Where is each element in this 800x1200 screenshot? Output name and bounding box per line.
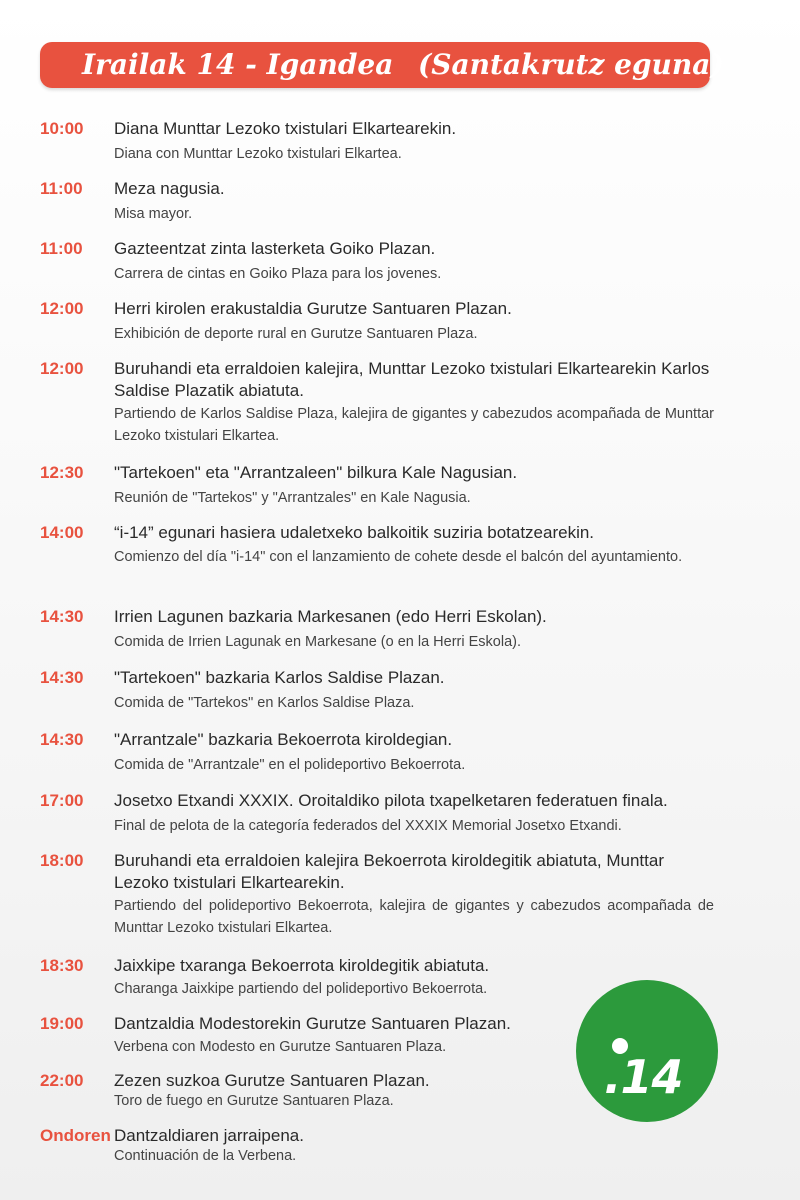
event-title-basque: "Tartekoen" bazkaria Karlos Saldise Plazan. <box>114 668 445 687</box>
event-title-spanish: Comida de "Tartekos" en Karlos Saldise Plaza. <box>114 695 415 711</box>
event-title-basque: Diana Munttar Lezoko txistulari Elkartearekin. <box>114 119 457 138</box>
event-title-spanish: Exhibición de deporte rural en Gurutze Santuaren Plaza. <box>114 326 478 342</box>
event-title-spanish: Carrera de cintas en Goiko Plaza para los jovenes. <box>114 266 442 282</box>
event-title-spanish: Misa mayor. <box>114 206 193 222</box>
event-title-basque: Jaixkipe txaranga Bekoerrota kiroldegitik abiatuta. <box>114 956 490 975</box>
event-title-spanish: Continuación de la Verbena. <box>114 1148 297 1164</box>
event-title-basque: Dantzaldia Modestorekin Gurutze Santuaren Plazan. <box>114 1014 511 1033</box>
event-title-basque: Dantzaldiaren jarraipena. <box>114 1126 304 1145</box>
event-time: 11:00 <box>40 239 83 258</box>
event-title-spanish: Comienzo del día "i-14" con el lanzamiento de cohete desde el balcón del ayuntamiento. <box>114 549 683 565</box>
event-title-basque: Buruhandi eta erraldoien kalejira, Munttar Lezoko txistulari Elkartearekin Karlos Saldise Plazatik abiatuta. <box>114 359 710 400</box>
i14-logo-badge <box>576 980 718 1122</box>
event-title-basque: Herri kirolen erakustaldia Gurutze Santuaren Plazan. <box>114 299 512 318</box>
day-subtitle: (Santakrutz eguna) <box>418 48 724 81</box>
logo-text: .14 <box>604 1050 683 1104</box>
event-time: 18:30 <box>40 956 84 975</box>
event-title-spanish: Charanga Jaixkipe partiendo del polideportivo Bekoerrota. <box>114 981 488 997</box>
event-time: 19:00 <box>40 1014 84 1033</box>
event-time: 12:00 <box>40 299 84 318</box>
event-time: 11:00 <box>40 179 83 198</box>
event-title-basque: "Tartekoen" eta "Arrantzaleen" bilkura Kale Nagusian. <box>114 463 518 482</box>
event-title-basque: Gazteentzat zinta lasterketa Goiko Plazan. <box>114 239 436 258</box>
event-title-spanish: Diana con Munttar Lezoko txistulari Elkartea. <box>114 146 402 162</box>
event-time: 14:30 <box>40 668 84 687</box>
event-time: 14:30 <box>40 607 84 626</box>
event-time: Ondoren <box>40 1126 111 1145</box>
event-time: 10:00 <box>40 119 84 138</box>
event-title-basque: Irrien Lagunen bazkaria Markesanen (edo Herri Eskolan). <box>114 607 547 626</box>
event-title-basque: “i-14” egunari hasiera udaletxeko balkoitik suziria botatzearekin. <box>114 523 595 542</box>
event-title-spanish: Final de pelota de la categoría federados del XXXIX Memorial Josetxo Etxandi. <box>114 818 622 834</box>
event-title-spanish: Reunión de "Tartekos" y "Arrantzales" en Kale Nagusia. <box>114 490 471 506</box>
event-title-spanish: Partiendo del polideportivo Bekoerrota, kalejira de gigantes y cabezudos acompañada de Munttar Lezoko txistulari Elkartea. <box>114 898 714 936</box>
event-title-spanish: Comida de Irrien Lagunak en Markesane (o en la Herri Eskola). <box>114 634 522 650</box>
event-title-spanish: Partiendo de Karlos Saldise Plaza, kalejira de gigantes y cabezudos acompañada de Munttar Lezoko txistulari Elkartea. <box>114 406 714 444</box>
event-title-basque: "Arrantzale" bazkaria Bekoerrota kiroldegian. <box>114 730 453 749</box>
event-title-spanish: Comida de "Arrantzale" en el polideportivo Bekoerrota. <box>114 757 466 773</box>
day-title: Irailak 14 - Igandea <box>82 48 394 81</box>
event-title-basque: Josetxo Etxandi XXXIX. Oroitaldiko pilota txapelketaren federatuen finala. <box>114 791 668 810</box>
event-title-spanish: Verbena con Modesto en Gurutze Santuaren Plaza. <box>114 1039 447 1055</box>
event-time: 18:00 <box>40 851 84 870</box>
event-time: 22:00 <box>40 1071 84 1090</box>
event-title-spanish: Toro de fuego en Gurutze Santuaren Plaza. <box>114 1093 394 1109</box>
event-title-basque: Zezen suzkoa Gurutze Santuaren Plazan. <box>114 1071 430 1090</box>
day-header-banner <box>40 42 724 88</box>
event-time: 12:00 <box>40 359 84 378</box>
event-time: 14:00 <box>40 523 84 542</box>
event-time: 17:00 <box>40 791 84 810</box>
event-time: 12:30 <box>40 463 84 482</box>
event-title-basque: Buruhandi eta erraldoien kalejira Bekoerrota kiroldegitik abiatuta, Munttar Lezoko txistulari Elkartearekin. <box>114 851 664 892</box>
event-time: 14:30 <box>40 730 84 749</box>
event-title-basque: Meza nagusia. <box>114 179 225 198</box>
